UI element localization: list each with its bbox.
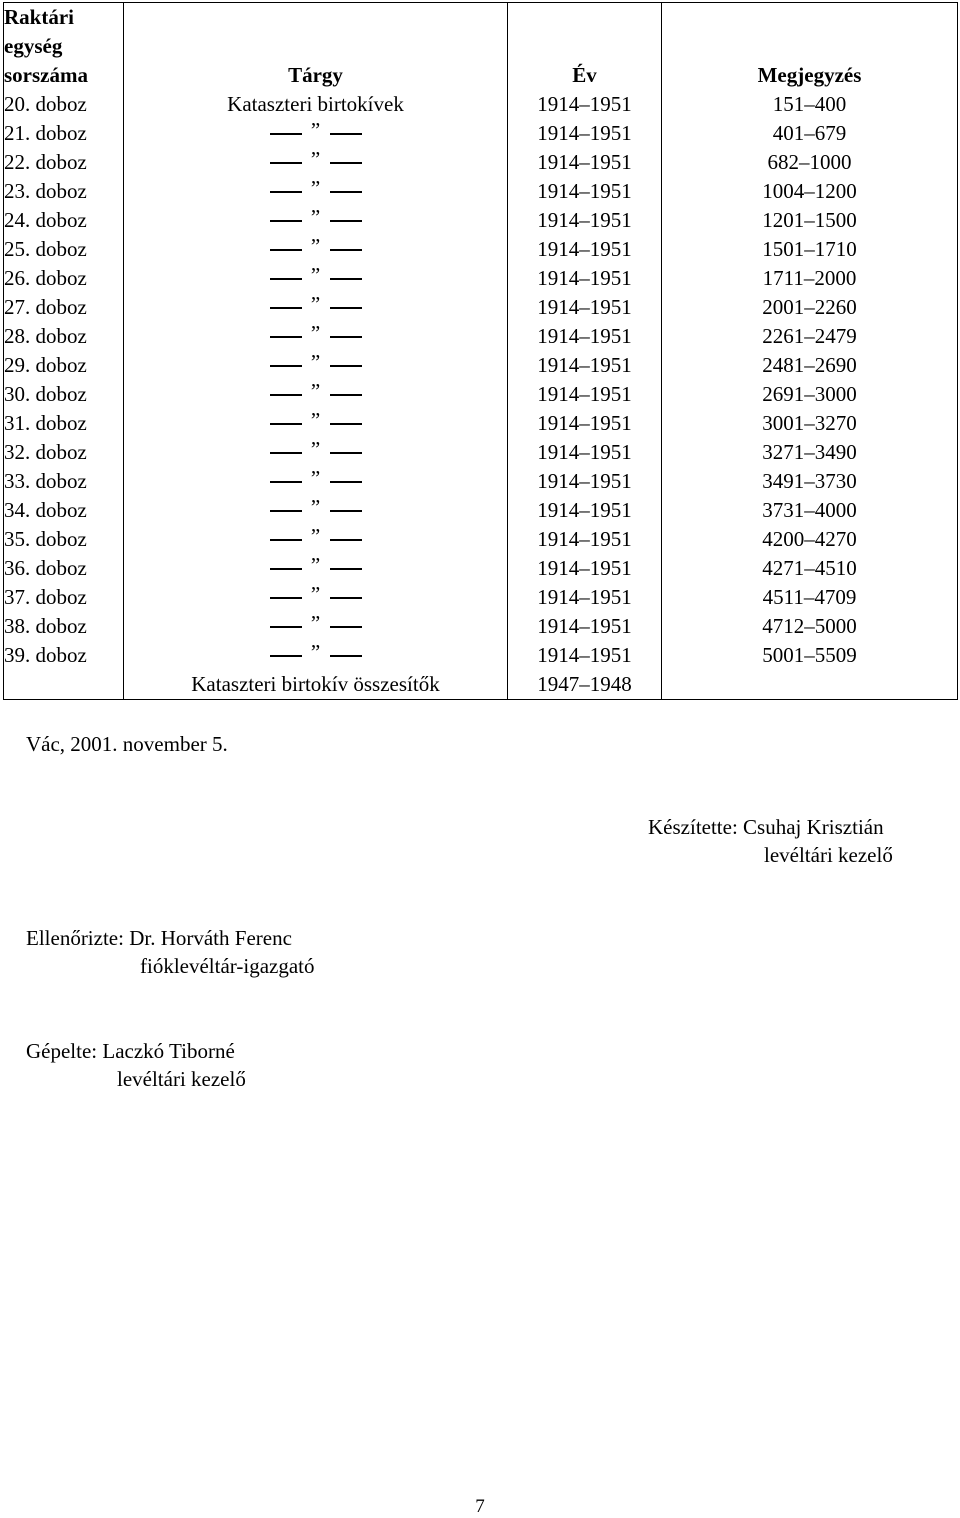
cell-subject: Kataszteri birtokív összesítők <box>124 670 508 700</box>
ditto-dash-right <box>330 278 362 280</box>
cell-subject-ditto <box>124 554 508 583</box>
header-unit <box>4 3 124 91</box>
cell-subject-ditto <box>124 148 508 177</box>
cell-note: 3001–3270 <box>662 409 958 438</box>
cell-note: 1201–1500 <box>662 206 958 235</box>
table-row <box>4 641 958 670</box>
cell-subject-ditto <box>124 235 508 264</box>
cell-year: 1914–1951 <box>508 467 662 496</box>
cell-year: 1914–1951 <box>508 90 662 119</box>
cell-unit: 23. doboz <box>4 177 124 206</box>
cell-unit: 38. doboz <box>4 612 124 641</box>
ditto-quote: ” <box>310 205 321 229</box>
cell-note: 3271–3490 <box>662 438 958 467</box>
cell-note: 2481–2690 <box>662 351 958 380</box>
cell-year: 1914–1951 <box>508 264 662 293</box>
cell-subject-ditto <box>124 612 508 641</box>
cell-subject-ditto <box>124 351 508 380</box>
cell-year: 1914–1951 <box>508 525 662 554</box>
inventory-table <box>3 2 958 700</box>
place-date: Vác, 2001. november 5. <box>26 732 228 756</box>
cell-year: 1914–1951 <box>508 438 662 467</box>
cell-note: 682–1000 <box>662 148 958 177</box>
ditto-dash-right <box>330 597 362 599</box>
ditto-mark <box>270 264 362 293</box>
cell-unit: 39. doboz <box>4 641 124 670</box>
ditto-quote: ” <box>310 611 321 635</box>
cell-year: 1914–1951 <box>508 612 662 641</box>
table-row <box>4 322 958 351</box>
table-row <box>4 380 958 409</box>
cell-unit: 32. doboz <box>4 438 124 467</box>
cell-unit: 36. doboz <box>4 554 124 583</box>
ditto-quote: ” <box>310 640 321 664</box>
typed-by-name: Gépelte: Laczkó Tiborné <box>26 1039 235 1063</box>
table-row <box>4 90 958 119</box>
cell-note: 5001–5509 <box>662 641 958 670</box>
cell-unit: 28. doboz <box>4 322 124 351</box>
cell-year: 1914–1951 <box>508 409 662 438</box>
ditto-mark <box>270 206 362 235</box>
cell-note: 151–400 <box>662 90 958 119</box>
cell-note: 1004–1200 <box>662 177 958 206</box>
cell-unit: 27. doboz <box>4 293 124 322</box>
table-row <box>4 409 958 438</box>
cell-year: 1914–1951 <box>508 177 662 206</box>
cell-unit: 24. doboz <box>4 206 124 235</box>
prepared-by-role: levéltári kezelő <box>764 843 893 867</box>
cell-unit: 35. doboz <box>4 525 124 554</box>
cell-unit: 37. doboz <box>4 583 124 612</box>
ditto-quote: ” <box>310 263 321 287</box>
page-number: 7 <box>475 1496 485 1517</box>
cell-note <box>662 670 958 700</box>
cell-subject-ditto <box>124 641 508 670</box>
cell-year: 1947–1948 <box>508 670 662 700</box>
table-header-row <box>4 3 958 91</box>
cell-note: 401–679 <box>662 119 958 148</box>
table-row <box>4 351 958 380</box>
ditto-mark <box>270 235 362 264</box>
ditto-mark <box>270 177 362 206</box>
cell-subject-ditto <box>124 119 508 148</box>
cell-note: 4271–4510 <box>662 554 958 583</box>
typed-by-role: levéltári kezelő <box>117 1067 246 1091</box>
ditto-quote: ” <box>310 321 321 345</box>
ditto-quote: ” <box>310 118 321 142</box>
cell-year: 1914–1951 <box>508 235 662 264</box>
ditto-dash-right <box>330 568 362 570</box>
cell-note: 4200–4270 <box>662 525 958 554</box>
ditto-dash-right <box>330 626 362 628</box>
cell-unit: 22. doboz <box>4 148 124 177</box>
ditto-dash-right <box>330 336 362 338</box>
cell-year: 1914–1951 <box>508 119 662 148</box>
cell-unit: 33. doboz <box>4 467 124 496</box>
ditto-mark <box>270 322 362 351</box>
ditto-mark <box>270 612 362 641</box>
cell-subject-ditto <box>124 525 508 554</box>
ditto-dash-right <box>330 423 362 425</box>
ditto-mark <box>270 641 362 670</box>
ditto-mark <box>270 380 362 409</box>
table-row <box>4 670 958 700</box>
table-row <box>4 554 958 583</box>
table-row <box>4 206 958 235</box>
cell-year: 1914–1951 <box>508 148 662 177</box>
ditto-dash-right <box>330 191 362 193</box>
ditto-quote: ” <box>310 234 321 258</box>
header-year: Év <box>508 3 662 91</box>
checked-by-name: Ellenőrizte: Dr. Horváth Ferenc <box>26 926 292 950</box>
cell-year: 1914–1951 <box>508 351 662 380</box>
ditto-quote: ” <box>310 495 321 519</box>
cell-subject-ditto <box>124 409 508 438</box>
cell-note: 1711–2000 <box>662 264 958 293</box>
table-body <box>4 90 958 700</box>
inventory-table-container <box>3 2 957 700</box>
ditto-quote: ” <box>310 408 321 432</box>
cell-subject-ditto <box>124 322 508 351</box>
prepared-by-block <box>648 813 893 869</box>
table-row <box>4 612 958 641</box>
cell-note: 2001–2260 <box>662 293 958 322</box>
ditto-dash-right <box>330 162 362 164</box>
cell-unit: 21. doboz <box>4 119 124 148</box>
table-row <box>4 467 958 496</box>
cell-note: 2691–3000 <box>662 380 958 409</box>
ditto-quote: ” <box>310 524 321 548</box>
cell-unit: 25. doboz <box>4 235 124 264</box>
table-row <box>4 148 958 177</box>
cell-note: 2261–2479 <box>662 322 958 351</box>
ditto-mark <box>270 496 362 525</box>
ditto-dash-right <box>330 249 362 251</box>
cell-subject-ditto <box>124 206 508 235</box>
typed-by-block <box>26 1037 246 1093</box>
cell-subject: Kataszteri birtokívek <box>124 90 508 119</box>
ditto-quote: ” <box>310 176 321 200</box>
ditto-mark <box>270 351 362 380</box>
ditto-mark <box>270 525 362 554</box>
cell-note: 4712–5000 <box>662 612 958 641</box>
ditto-dash-right <box>330 220 362 222</box>
cell-year: 1914–1951 <box>508 641 662 670</box>
table-row <box>4 525 958 554</box>
cell-subject-ditto <box>124 467 508 496</box>
cell-subject-ditto <box>124 293 508 322</box>
header-unit-line: sorszáma <box>4 63 88 87</box>
table-row <box>4 235 958 264</box>
cell-subject-ditto <box>124 380 508 409</box>
ditto-mark <box>270 583 362 612</box>
cell-unit: 30. doboz <box>4 380 124 409</box>
ditto-quote: ” <box>310 147 321 171</box>
checked-by-block <box>26 924 315 980</box>
header-unit-line: egység <box>4 34 63 58</box>
ditto-mark <box>270 554 362 583</box>
cell-year: 1914–1951 <box>508 554 662 583</box>
cell-subject-ditto <box>124 496 508 525</box>
table-row <box>4 177 958 206</box>
cell-subject-ditto <box>124 438 508 467</box>
checked-by-role: fióklevéltár-igazgató <box>140 954 315 978</box>
cell-unit: 31. doboz <box>4 409 124 438</box>
cell-unit: 34. doboz <box>4 496 124 525</box>
cell-subject-ditto <box>124 177 508 206</box>
cell-note: 4511–4709 <box>662 583 958 612</box>
cell-year: 1914–1951 <box>508 322 662 351</box>
table-row <box>4 119 958 148</box>
header-unit-line: Raktári <box>4 5 74 29</box>
prepared-by-name: Készítette: Csuhaj Krisztián <box>648 815 884 839</box>
ditto-dash-right <box>330 452 362 454</box>
ditto-mark <box>270 467 362 496</box>
ditto-dash-right <box>330 307 362 309</box>
table-row <box>4 264 958 293</box>
table-row <box>4 438 958 467</box>
ditto-quote: ” <box>310 437 321 461</box>
cell-unit <box>4 670 124 700</box>
ditto-quote: ” <box>310 379 321 403</box>
ditto-dash-right <box>330 655 362 657</box>
ditto-mark <box>270 119 362 148</box>
ditto-dash-right <box>330 481 362 483</box>
cell-year: 1914–1951 <box>508 206 662 235</box>
cell-year: 1914–1951 <box>508 380 662 409</box>
header-note: Megjegyzés <box>662 3 958 91</box>
table-row <box>4 583 958 612</box>
cell-year: 1914–1951 <box>508 496 662 525</box>
cell-subject-ditto <box>124 583 508 612</box>
ditto-quote: ” <box>310 292 321 316</box>
cell-note: 3491–3730 <box>662 467 958 496</box>
cell-unit: 26. doboz <box>4 264 124 293</box>
cell-unit: 29. doboz <box>4 351 124 380</box>
cell-subject-ditto <box>124 264 508 293</box>
ditto-mark <box>270 148 362 177</box>
cell-year: 1914–1951 <box>508 293 662 322</box>
cell-year: 1914–1951 <box>508 583 662 612</box>
cell-note: 1501–1710 <box>662 235 958 264</box>
table-row <box>4 496 958 525</box>
ditto-mark <box>270 438 362 467</box>
ditto-dash-right <box>330 394 362 396</box>
ditto-mark <box>270 409 362 438</box>
cell-note: 3731–4000 <box>662 496 958 525</box>
ditto-quote: ” <box>310 553 321 577</box>
ditto-dash-right <box>330 365 362 367</box>
ditto-dash-right <box>330 539 362 541</box>
ditto-dash-right <box>330 510 362 512</box>
cell-unit: 20. doboz <box>4 90 124 119</box>
ditto-quote: ” <box>310 350 321 374</box>
ditto-dash-right <box>330 133 362 135</box>
table-row <box>4 293 958 322</box>
ditto-mark <box>270 293 362 322</box>
ditto-quote: ” <box>310 466 321 490</box>
ditto-quote: ” <box>310 582 321 606</box>
header-subject: Tárgy <box>124 3 508 91</box>
